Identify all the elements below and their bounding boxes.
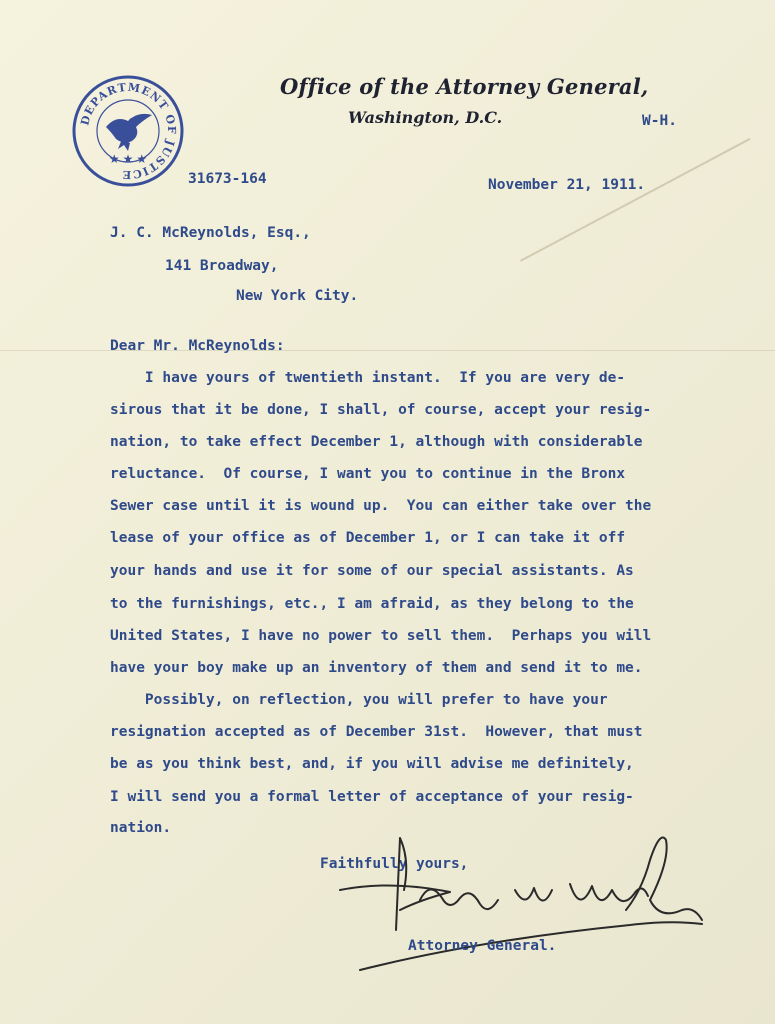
closing: Faithfully yours, xyxy=(320,856,469,872)
file-number: 31673-164 xyxy=(188,171,267,187)
body-line: reluctance. Of course, I want you to continue in the Bronx xyxy=(110,466,626,482)
body-line: sirous that it be done, I shall, of course, accept your resig- xyxy=(110,402,652,418)
body-line: to the furnishings, etc., I am afraid, as they belong to the xyxy=(110,596,634,612)
body-line: United States, I have no power to sell them. Perhaps you will xyxy=(110,628,652,644)
body-line: I will send you a formal letter of acceptance of your resig- xyxy=(110,789,634,805)
recipient-city: New York City. xyxy=(236,288,359,304)
letterhead-city: Washington, D.C. xyxy=(348,108,503,127)
signer-title: Attorney General. xyxy=(408,938,557,954)
body-line: be as you think best, and, if you will advise me definitely, xyxy=(110,756,634,772)
seal-stars: ★ ★ ★ xyxy=(108,152,148,166)
recipient-name: J. C. McReynolds, Esq., xyxy=(110,225,311,241)
salutation: Dear Mr. McReynolds: xyxy=(110,338,285,354)
body-line: lease of your office as of December 1, or I can take it off xyxy=(110,530,626,546)
body-line: your hands and use it for some of our special assistants. As xyxy=(110,563,634,579)
body-line: nation. xyxy=(110,820,172,836)
body-line: Sewer case until it is wound up. You can either take over the xyxy=(110,498,652,514)
typist-initials: W-H. xyxy=(642,113,677,129)
body-line: I have yours of twentieth instant. If you are very de- xyxy=(110,370,626,386)
department-of-justice-seal xyxy=(72,75,184,187)
body-line: resignation accepted as of December 31st. However, that must xyxy=(110,724,643,740)
letterhead-title: Office of the Attorney General, xyxy=(280,74,649,99)
body-line: Possibly, on reflection, you will prefer to have your xyxy=(110,692,608,708)
letter-date: November 21, 1911. xyxy=(488,177,646,193)
seal-ring-text: DEPARTMENT OF JUSTICE xyxy=(78,80,179,182)
eagle-icon xyxy=(106,114,152,151)
recipient-street: 141 Broadway, xyxy=(165,258,279,274)
body-line: nation, to take effect December 1, although with considerable xyxy=(110,434,643,450)
body-line: have your boy make up an inventory of them and send it to me. xyxy=(110,660,643,676)
handwritten-signature xyxy=(330,820,710,990)
